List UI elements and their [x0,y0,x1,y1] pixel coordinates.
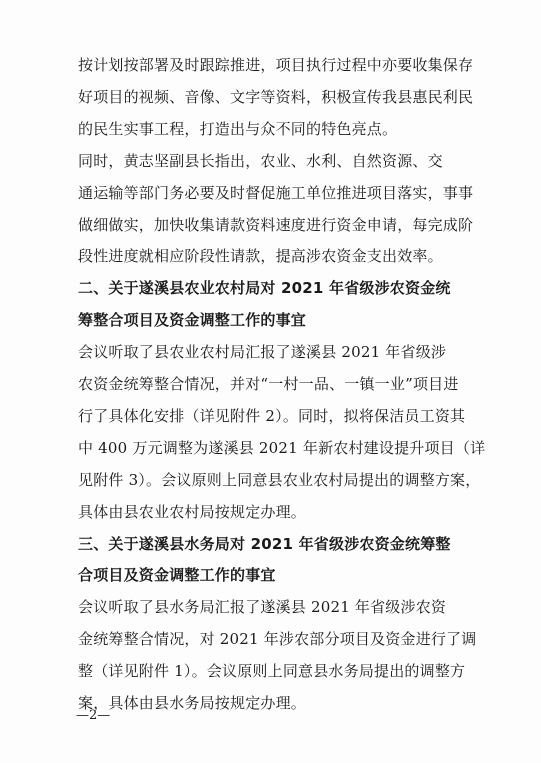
section-heading: 二、关于遂溪县农业农村局对 2021 年省级涉农资金统 [78,279,451,298]
body-line: 做细做实，加快收集请款资料速度进行资金申请，每完成阶 [78,215,474,234]
body-line: 见附件 3）。会议原则上同意县农业农村局提出的调整方案， [78,470,481,489]
body-line: 金统筹整合情况，对 2021 年涉农部分项目及资金进行了调 [78,630,477,649]
section-heading: 三、关于遂溪县水务局对 2021 年省级涉农资金统筹整 [78,534,451,553]
page-number: —2— [76,708,111,723]
body-line: 同时，黄志坚副县长指出，农业、水利、自然资源、交 [78,151,443,170]
body-line: 通运输等部门务必要及时督促施工单位推进项目落实，事事 [78,183,474,202]
body-line: 整（详见附件 1）。会议原则上同意县水务局提出的调整方 [78,662,466,681]
body-line: 好项目的视频、音像、文字等资料，积极宣传我县惠民利民 [78,87,474,106]
body-line: 案，具体由县水务局按规定办理。 [78,694,307,712]
body-line: 行了具体化安排（详见附件 2）。同时，拟将保洁员工资其 [78,406,466,425]
body-line: 中 400 万元调整为遂溪县 2021 年新农村建设提升项目（详 [78,438,486,457]
body-line: 按计划按部署及时跟踪推进，项目执行过程中亦要收集保存 [78,56,474,74]
body-line: 段性进度就相应阶段性请款，提高涉农资金支出效率。 [78,247,443,266]
body-line: 的民生实事工程，打造出与众不同的特色亮点。 [78,119,398,138]
body-line: 具体由县农业农村局按规定办理。 [78,502,307,521]
body-line: 农资金统筹整合情况，并对“一村一品、一镇一业”项目进 [78,375,459,393]
body-line: 会议听取了县农业农村局汇报了遂溪县 2021 年省级涉 [78,343,447,362]
section-heading: 筹整合项目及资金调整工作的事宜 [78,311,307,330]
body-line: 会议听取了县水务局汇报了遂溪县 2021 年省级涉农资 [78,598,447,617]
section-heading: 合项目及资金调整工作的事宜 [78,566,276,585]
